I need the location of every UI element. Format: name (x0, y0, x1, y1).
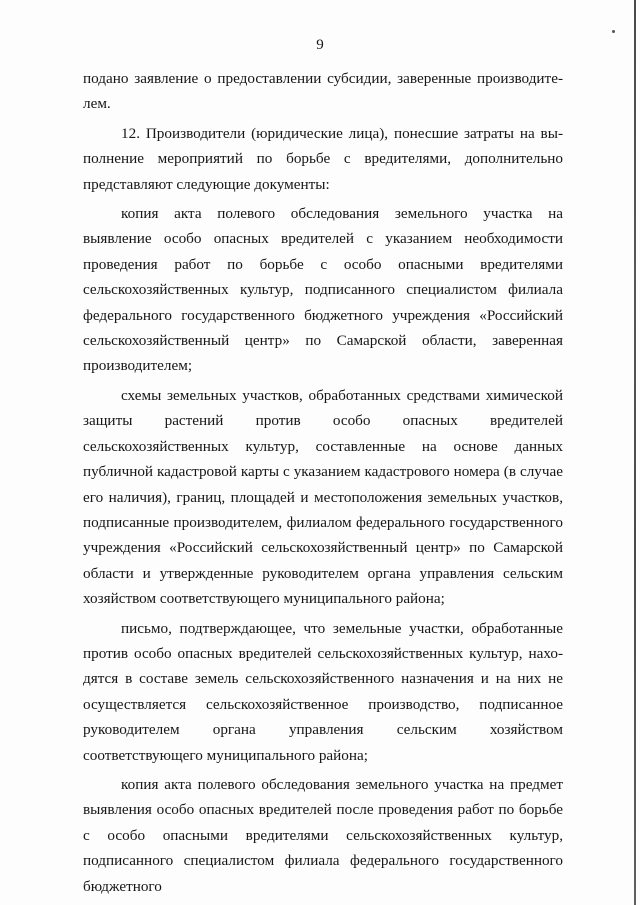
paragraph-confirmation-letter: письмо, подтверждающее, что земельные участки, обработанные против особо опасных вредителей сельскохозяйственных культур, находятся в составе земель сельскохозяйственного назначения и на них не осуществляется сельскохозяйственное производство, подписанное руководителем органа управления сельским хозяйством соответствующего муниципального района; (83, 619, 563, 764)
paragraph-land-plot-schemes: схемы земельных участков, обработанных средствами химической защиты растений против особо опасных вредителей сельскохозяйственных культур, составленные на основе данных публичной кадастровой карты с указанием кадастрового номера (в случае его наличия), границ, площадей и местоположения земельных участков, подписанные производителем, филиалом федерального государственного учреждения «Российский сельскохозяйственный центр» по Самарской области и утвержденные руководителем органа управления сельским хозяйством соответствующего муниципального района; (83, 386, 563, 608)
paragraph-post-treatment-survey-copy: копия акта полевого обследования земельного участка на предмет выявления особо опасных вредителей после проведения работ по борьбе с особо опасными вредителями сельскохозяйственных культур, подписанного специалистом филиала федерального государственного бюджетного (83, 775, 563, 895)
page-number: 9 (316, 37, 324, 53)
document-body (83, 66, 563, 903)
scan-edge-line (634, 0, 636, 905)
paragraph-field-survey-copy: копия акта полевого обследования земельного участка на выявление особо опасных вредителей с указанием необходимости проведения работ по борьбе с особо опасными вредителями сельскохозяйственных культур, подписанного специалистом филиала федерального государственного бюджетного учреждения «Российский сельскохозяйственный центр» по Самарской области, заверенная производителем; (83, 205, 563, 375)
paragraph-continuation: подано заявление о предоставлении субсидии, заверенные производителем. (83, 70, 563, 113)
scan-dust-mark (612, 30, 615, 33)
paragraph-item-12: 12. Производители (юридические лица), понесшие затраты на выполнение мероприятий по борьбе с вредителями, дополнительно представляют следующие документы: (83, 124, 563, 193)
